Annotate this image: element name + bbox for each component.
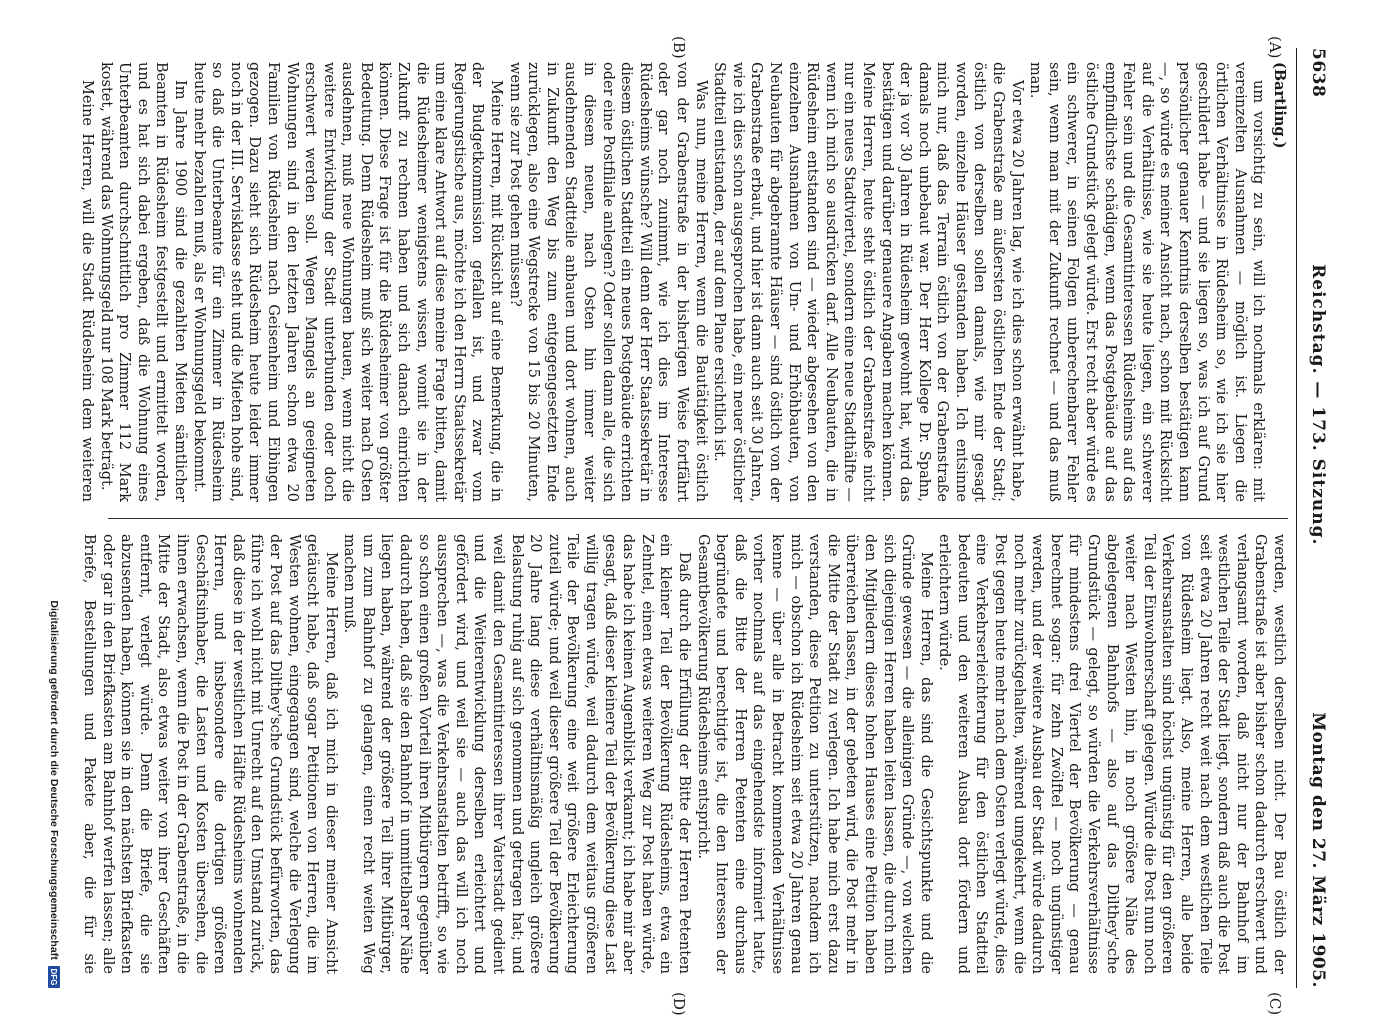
dfg-logo: DFG (48, 966, 60, 988)
right-paragraph-4: Meine Herren, daß ich mich in dieser meiner Ansicht getäuscht habe, daß sogar Petitionen von Herren, die im Westen wohnen, eingegangen sind, welche die Verlegung der Post auf das Dilthey'sche Grundstück befürworten, das führe ich wohl nicht mit Unrecht auf den Umstand zurück, daß diese in der westlichen Hälfte Rüdesheims wohnenden Herren, und insbesondere die dortigen größeren Geschäftsinhaber, die Lasten und Kosten übersehen, die ihnen erwachsen, wenn die Post in der Grabenstraße, in die Mitte der Stadt, also etwas weiter von ihrer Geschäften entfernt, verlegt würde. Denn die Briefe, die sie abzusenden haben, können sie in den nächsten Briefkasten oder gar in den Briefkasten am Bahnhof werfen lassen; alle Briefe, Bestellungen und Pakete aber, die für sie (81, 534, 339, 974)
left-paragraph-5: Im Jahre 1900 sind die gezahlten Mieten sämtlicher Beamten in Rüdesheim festgestellt und ermittelt worden, und es hat sich dabei ergeben, daß die Wohnung eines Unterbeamten durchschnittlich pro Zimmer 112 Mark kostet, während das Wohnungsgeld nur 108 Mark beträgt. (97, 62, 188, 502)
right-paragraph-3: Daß durch die Erfüllung der Bitte der Herren Petenten ein kleiner Teil der Bevölkerung Rüdesheims, etwa ein Zehntel, einen etwas weiteren Weg zur Post haben würde, das habe ich keinen Augenblick verkannt; ich habe mir aber gesagt, daß dieser kleinere Teil der Bevölkerung diese Last willig tragen würde, weil dadurch dem weitaus größeren Teile der Bevölkerung eine weit größere Erleichterung zuteil würde; und weil dieser größere Teil der Bevölkerung 20 Jahre lang diese verhältnismäßig ungleich größere Belastung ruhig auf sich genommen und getragen hat; und weil damit den Gesamtinteressen ihrer Vaterstadt gedient und die Weiterentwicklung derselben erleichtert und gefördert wird, und weil sie — auch das will ich noch aussprechen —, was die Verkehrsanstalten betrifft, so wie so schon einen großen Vorteil ihren Mitbürgern gegenüber dadurch haben, daß sie den Bahnhof in unmittelbarer Nähe liegen haben, während der größere Teil ihrer Mitbürger, um zum Bahnhof zu gelangen, einen recht weiten Weg machen muß. (341, 534, 692, 974)
left-paragraph-6: Meine Herren, will die Stadt Rüdesheim dem weiteren (79, 80, 95, 502)
column-divider (108, 518, 1288, 519)
left-paragraph-2: Vor etwa 20 Jahren lag, wie ich dies schon erwähnt habe, die Grabenstraße am äußersten östlichen Ende der Stadt; östlich von derselben sollen damals, wie mir gesagt worden, einzelne Häuser gestanden haben. Ich entsinne mich nur, daß das Terrain östlich von der Grabenstraße damals noch unbebaut war. Der Herr Kollege Dr. Spahn, der ja vor 30 Jahren in Rüdesheim gewohnt hat, wird das bestätigen und darüber genauere Angaben machen können. Meine Herren, heute steht östlich der Grabenstraße nicht nur ein neues Stadtviertel, sondern eine neue Stadthälfte — wenn ich mich so ausdrücken darf. Alle Neubauten, die in Rüdesheim entstanden sind — wieder abgesehen von den einzelnen Ausnahmen von Um- und Erhöhbauten, von Neubauten für abgebrannte Häuser — sind östlich von der Grabenstraße erbaut, und hier ist dann auch seit 30 Jahren, wie ich dies schon ausgesprochen habe, ein neuer östlicher Stadtteil entstanden, der auf dem Plane ersichtlich ist. (711, 62, 1025, 502)
newspaper-page (48, 36, 1328, 1016)
digitization-credit: Digitalisierung gefördert durch die Deutsche Forschungsgemeinschaft (48, 600, 60, 960)
left-paragraph-1: um vorsichtig zu sein, will ich nochmals erklären: mit vereinzelten Ausnahmen — möglich ist. Liegen die örtlichen Verhältnisse in Rüdesheim so, wie ich sie hier geschildert habe — und sie liegen so, was ich auf Grund persönlicher genauer Kenntnis derselben bestätigen kann —, so würde es meiner Ansicht nach, schon mit Rücksicht auf die Verhältnisse, wie sie heute liegen, ein schwerer Fehler sein und die Gesamtinteressen Rüdesheims auf das empfindlichste schädigen, wenn das Postgebäude auf das östliche Grundstück gelegt würde. Erst recht aber würde es ein schwerer, in seinen Folgen unberechenbarer Fehler sein, wenn man mit der Zukunft rechnet — und das muß man. (1027, 62, 1267, 502)
left-paragraph-4: Meine Herren, mit Rücksicht auf eine Bemerkung, die in der Budgetkommission gefallen ist, und zwar vom Regierungstische aus, möchte ich den Herrn Staatssekretär um eine klare Antwort auf diese meine Frage bitten, damit die Rüdesheimer wenigstens wissen, womit sie in der Zukunft zu rechnen haben und sich danach einrichten können. Diese Frage ist für die Rüdesheimer von größter Bedeutung. Denn Rüdesheim muß sich weiter nach Osten ausdehnen, muß neue Wohnungen bauen, wenn nicht die weitere Entwicklung der Stadt unterbunden oder doch erschwert werden soll. Wegen Mangels an geeigneten Wohnungen sind in den letzten Jahren schon etwa 20 Familien von Rüdesheim nach Geisenheim und Eibingen gezogen. Dazu sieht sich Rüdesheim heute leider immer noch in der III. Servisklasse steht und die Mieten hohe sind, so daß die Unterbeamte für ein Zimmer in Rüdesheim heute mehr bezahlen muß, als er Wohnungsgeld bekommt. (190, 62, 505, 502)
digitization-footer (45, 48, 63, 988)
right-paragraph-1: werden, westlich derselben nicht. Der Bau östlich der Grabenstraße ist aber bisher schon dadurch erschwert und verlangsamt worden, daß nicht nur der Bahnhof im westlichen Teile der Stadt liegt, sondern daß auch die Post seit etwa 20 Jahren recht weit nach dem westlichen Teile von Rüdesheim liegt. Also, meine Herren, alle beide Verkehrsanstalten sind höchst ungünstig für den größeren Teil der Einwohnerschaft gelegen. Würde die Post nun noch weiter nach Westen hin, in noch größere Nähe des abgelegenen Bahnhofs — also auf das Dilthey'sche Grundstück — gelegt, so würden die Verkehrsverhältnisse für mindestens drei Viertel der Bevölkerung — genau berechnet sogar: für zehn Zwölftel — noch ungünstiger werden, und der weitere Ausbau der Stadt würde dadurch noch mehr zurückgehalten, während umgekehrt, wenn die Post gegen heute mehr nach dem Osten verlegt würde, dies eine Verkehrserleichterung für den östlichen Stadtteil bedeuten und den weiteren Ausbau dort fördern und erleichtern würde. (936, 534, 1287, 974)
left-column (78, 62, 1288, 502)
margin-marker-a: (A) (1266, 36, 1284, 59)
right-column (78, 534, 1288, 974)
page-header (1300, 48, 1328, 988)
left-paragraph-3: Was nun, meine Herren, wenn die Bautätigkeit östlich von der Grabenstraße in der bisherigen Weise fortfährt oder gar noch zunimmt, wie ich dies im Interesse Rüdesheims wünsche? Will denn der Herr Staatssekretär in diesem östlichen Stadtteil ein neues Postgebäude errichten oder eine Postfiliale anlegen? Oder sollen dann alle, die sich in diesem neuen, nach Osten hin immer weiter ausdehnenden Stadtteile anbauen und dort wohnen, auch in Zukunft den Weg bis zum entgegengesetzten Ende zurücklegen, also eine Wegstrecke von 15 bis 20 Minuten, wenn sie zur Post gehen müssen? (506, 62, 709, 502)
header-rule (1296, 48, 1297, 988)
right-paragraph-2: Meine Herren, das sind die Gesichtspunkte und die Gründe gewesen — die alleinigen Gründe —, von welchen sich diejenigen Herren haben leiten lassen, die durch mich den Mitgliedern dieses hohen Hauses eine Petition haben überreichen lassen, in der gebeten wird, die Post mehr in die Mitte der Stadt zu verlegen. Ich habe mich erst dazu verstanden, diese Petition zu unterstützen, nachdem ich mich — obschon ich Rüdesheim seit etwa 20 Jahren genau kenne — über alle in Betracht kommenden Verhältnisse vorher nochmals auf das eingehendste informiert hatte, daß die Bitte der Herren Petenten eine durchaus begründete und berechtigte ist, die den Interessen der Gesamtbevölkerung Rüdesheims entspricht. (694, 534, 934, 974)
speaker-name: (Bartling.) (1271, 62, 1288, 149)
margin-marker-b: (B) (670, 36, 688, 59)
session-title: Reichstag. — 173. Sitzung. (1308, 264, 1328, 546)
session-date: Montag den 27. März 1905. (1308, 712, 1328, 988)
page-number: 5638 (1308, 48, 1328, 98)
margin-marker-c: (C) (1266, 992, 1284, 1016)
margin-marker-d: (D) (670, 992, 688, 1016)
